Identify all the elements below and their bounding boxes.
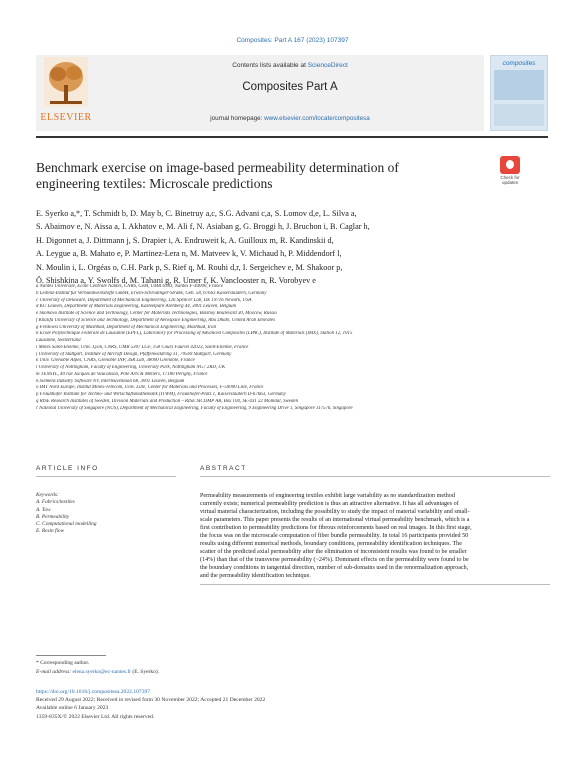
abstract-heading: ABSTRACT: [200, 465, 247, 472]
cover-title: composites: [502, 60, 536, 67]
email-link[interactable]: elena.syerko@ec-nantes.fr: [72, 669, 131, 675]
journal-cover-thumbnail: [490, 55, 548, 131]
keywords-block: [36, 492, 176, 536]
affiliation: Lausanne, Switzerland: [36, 338, 81, 343]
footnote-divider: [36, 655, 106, 656]
affiliation: n Siemens Industry Software NV, Interleuvenlaan 68, 3001 Leuven, Belgium: [36, 378, 185, 384]
author-line: S. Abaimov e, N. Aissa a, I. Akhatov e, M. Ali f, N. Asiaban g, G. Broggi h, J. Bruchon i, B. Caglar h,: [36, 222, 370, 232]
email-label: E-mail address:: [36, 669, 73, 675]
abstract-line: and the permeability identification technique.: [200, 573, 311, 580]
publisher-name: ELSEVIER: [40, 112, 92, 123]
homepage-line: [96, 115, 484, 122]
cover-graphic: [494, 70, 544, 100]
abstract-line: currently exists; numerical permeability prediction is thus an attractive alternative. It has all advantages of: [200, 501, 459, 508]
affiliation: e Skolkovo Institute of Science and Technology, Center for Materials Technologies, Bolshoy Boulevard 30, Moscow, Russia: [36, 311, 277, 316]
publication-info: [36, 688, 436, 721]
keyword: A. Tow: [36, 506, 51, 513]
elsevier-logo: [36, 55, 96, 131]
contents-prefix: Contents lists available at: [232, 62, 308, 69]
abstract-bottom-divider: [200, 584, 550, 585]
abstract-line: first contribution to permeability predictions for fibrous reinforcements based on real images. In this first stage,: [200, 525, 472, 532]
affiliation: q RISE Research Institutes of Sweden, Division Materials and Production – RISE SICOMP AB, Box 104, SE-431 22 Mölndal, Sweden: [36, 398, 299, 404]
author-line: Ö. Shishkina a, Y. Swolfs d, M. Tahani g, R. Umer f, K. Vanclooster n, R. Vorobyev e: [36, 276, 316, 286]
corresponding-author-note: * Corresponding author.: [36, 660, 90, 666]
author-list: [36, 207, 551, 287]
copyright: 1359-835X/© 2022 Elsevier Ltd. All rights reserved.: [36, 713, 155, 720]
contents-line: [96, 62, 484, 69]
journal-reference: Composites: Part A 167 (2023) 107397: [236, 37, 349, 44]
check-for-updates-badge[interactable]: [495, 156, 525, 186]
keyword: C. Computational modelling: [36, 521, 97, 528]
affiliation: a Nantes Université, Ecole Centrale Nantes, CNRS, GeM, UMR 6183, Nantes F-44000, France: [36, 284, 223, 289]
abstract-line: scatter of the predicted axial permeability after the elimination of inconsistent results was found to be smaller: [200, 549, 467, 556]
homepage-link[interactable]: www.elsevier.com/locate/compositesa: [264, 115, 370, 122]
abstract-line: the focus was on the microscale computation of fiber bundle permeability. In total 16 participants provided 50: [200, 533, 469, 540]
abstract-line: Permeability measurements of engineering textiles exhibit large variability as no standardization method: [200, 493, 455, 499]
article-title: [36, 160, 456, 192]
updates-line: Check for: [500, 175, 520, 180]
affiliation: f Khalifa University of Science and Technology, Department of Aerospace Engineering, Abu Dhabi, United Arab Emirates: [36, 317, 275, 323]
affiliation: d KU Leuven, Department of Materials Engineering, Kasteelpark Arenberg 44, 3001 Leuven, Belgium: [36, 304, 237, 310]
journal-title: Composites Part A: [242, 81, 338, 93]
author-line: H. Digonnet a, J. Dittmann j, S. Drapier i, A. Endruweit k, A. Guilloux m, R. Kandinskii d,: [36, 235, 334, 245]
updates-line: updates: [501, 180, 518, 185]
affiliation: i Mines Saint-Etienne, Univ. Lyon, CNRS, UMR 5307 LGF, 158 Cours Fauriel 42023, Saint-Etienne, France: [36, 344, 249, 350]
online-date: Available online 6 January 2023: [36, 705, 109, 712]
email-suffix: (E. Syerko).: [130, 669, 160, 675]
title-line: Benchmark exercise on image-based permeability determination of: [36, 160, 399, 175]
received-dates: Received 29 August 2022; Received in revised form 30 November 2022; Accepted 21 December 2022: [36, 697, 266, 704]
affiliation: g Ferdowsi University of Mashhad, Department of Mechanical Engineering, Mashhad, Iran: [36, 324, 217, 330]
updates-icon: [500, 156, 520, 174]
article-info-heading: ARTICLE INFO: [36, 465, 99, 472]
homepage-prefix: journal homepage:: [210, 115, 265, 122]
author-line: N. Moulin i, L. Orgéas o, C.H. Park p, S. Rief q, M. Rouhi d,r, I. Sergeichev e, M. Shakoor p,: [36, 262, 343, 272]
affiliation: l University of Nottingham, Faculty of Engineering, University Park, Nottingham NG7 2RD, UK: [36, 365, 226, 370]
affiliation: k Univ. Grenoble Alpes, CNRS, Grenoble INP, 3SR Lab, 38000 Grenoble, France: [36, 358, 195, 364]
affiliation: o IMT Nord Europe, Institut Mines-Télécom, Univ. Lille, Center for Materials and Processes, F-59000 Lille, France: [36, 385, 264, 391]
affiliation: j University of Stuttgart, Institute of Aircraft Design, Pfaffenwaldring 31, 70569 Stuttgart, Germany: [36, 351, 232, 357]
abstract-divider: [200, 476, 550, 477]
affiliation-list: [36, 284, 551, 412]
affiliation: m TENSYL, 40 rue Jacques de Vaucanson, Pôle Arts & Métiers, 17180 Périgny, France: [36, 371, 208, 377]
abstract-text: [200, 492, 550, 581]
affiliation: b Leibniz-Institut für Verbundwerkstoffe GmbH, Erwin-Schrödinger-Straße, Geb. 58, 67663 Kaiserslautern, Germany: [36, 290, 267, 296]
elsevier-tree-icon: [44, 57, 88, 107]
abstract-line: (14%) than that of the transverse permeability (~24%). Dominant effects on the permeability were found to be: [200, 557, 469, 564]
abstract-line: virtual material characterization, including the possibility to study the impact of material variability and small-: [200, 509, 470, 516]
email-note: [36, 669, 336, 675]
affiliation: c University of Delaware, Department of Mechanical Engineering, 126 Spencer Lab, DE 19716 Newark, USA: [36, 297, 252, 303]
cover-graphic-lower: [494, 104, 544, 126]
affiliation: h Ecole Polytechnique Fédérale de Lausanne (EPFL), Laboratory for Processing of Advanced Composites (LPAC), Institute of Materials (IMX), Station 12, 1015: [36, 331, 353, 337]
affiliation: r National University of Singapore (NUS), Department of Mechanical Engineering, Faculty of Engineering, 9 Engineering Drive 1, Singapore 117576, Singapore: [36, 405, 353, 411]
keywords-label: Keywords:: [36, 492, 59, 498]
sciencedirect-link[interactable]: ScienceDirect: [307, 62, 348, 69]
header-divider: [36, 136, 548, 138]
abstract-line: scale parameters. This paper presents the results of an international virtual permeability benchmark, which is a: [200, 517, 470, 524]
updates-text: [495, 175, 525, 185]
author-line: E. Syerko a,*, T. Schmidt b, D. May b, C. Binetruy a,c, S.G. Advani c,a, S. Lomov d,e, L. Silva a,: [36, 209, 357, 218]
title-line: engineering textiles: Microscale predictions: [36, 176, 273, 191]
article-info-divider: [36, 476, 176, 477]
abstract-line: the boundary conditions in tangential direction, number of sub-domains used in the renormalization approach,: [200, 565, 469, 572]
keyword: B. Permeability: [36, 513, 70, 520]
affiliation: p Fraunhofer Institute for Techno- und Wirtschaftsmathematik (ITWM), Fraunhofer-Platz 1, Kaiserslautern D-67663, Germany: [36, 392, 286, 397]
doi-link[interactable]: https://doi.org/10.1016/j.compositesa.2022.107397: [36, 689, 151, 695]
abstract-line: results using different numerical methods, boundary conditions, permeability identification techniques. The: [200, 541, 462, 548]
keyword: A. Fabrics/textiles: [36, 499, 75, 506]
author-line: A. Leygue a, B. Mahato e, P. Martinez-Lera n, M. Matveev k, V. Michaud h, P. Middendorf l,: [36, 249, 342, 259]
keyword: E. Resin flow: [36, 528, 65, 535]
